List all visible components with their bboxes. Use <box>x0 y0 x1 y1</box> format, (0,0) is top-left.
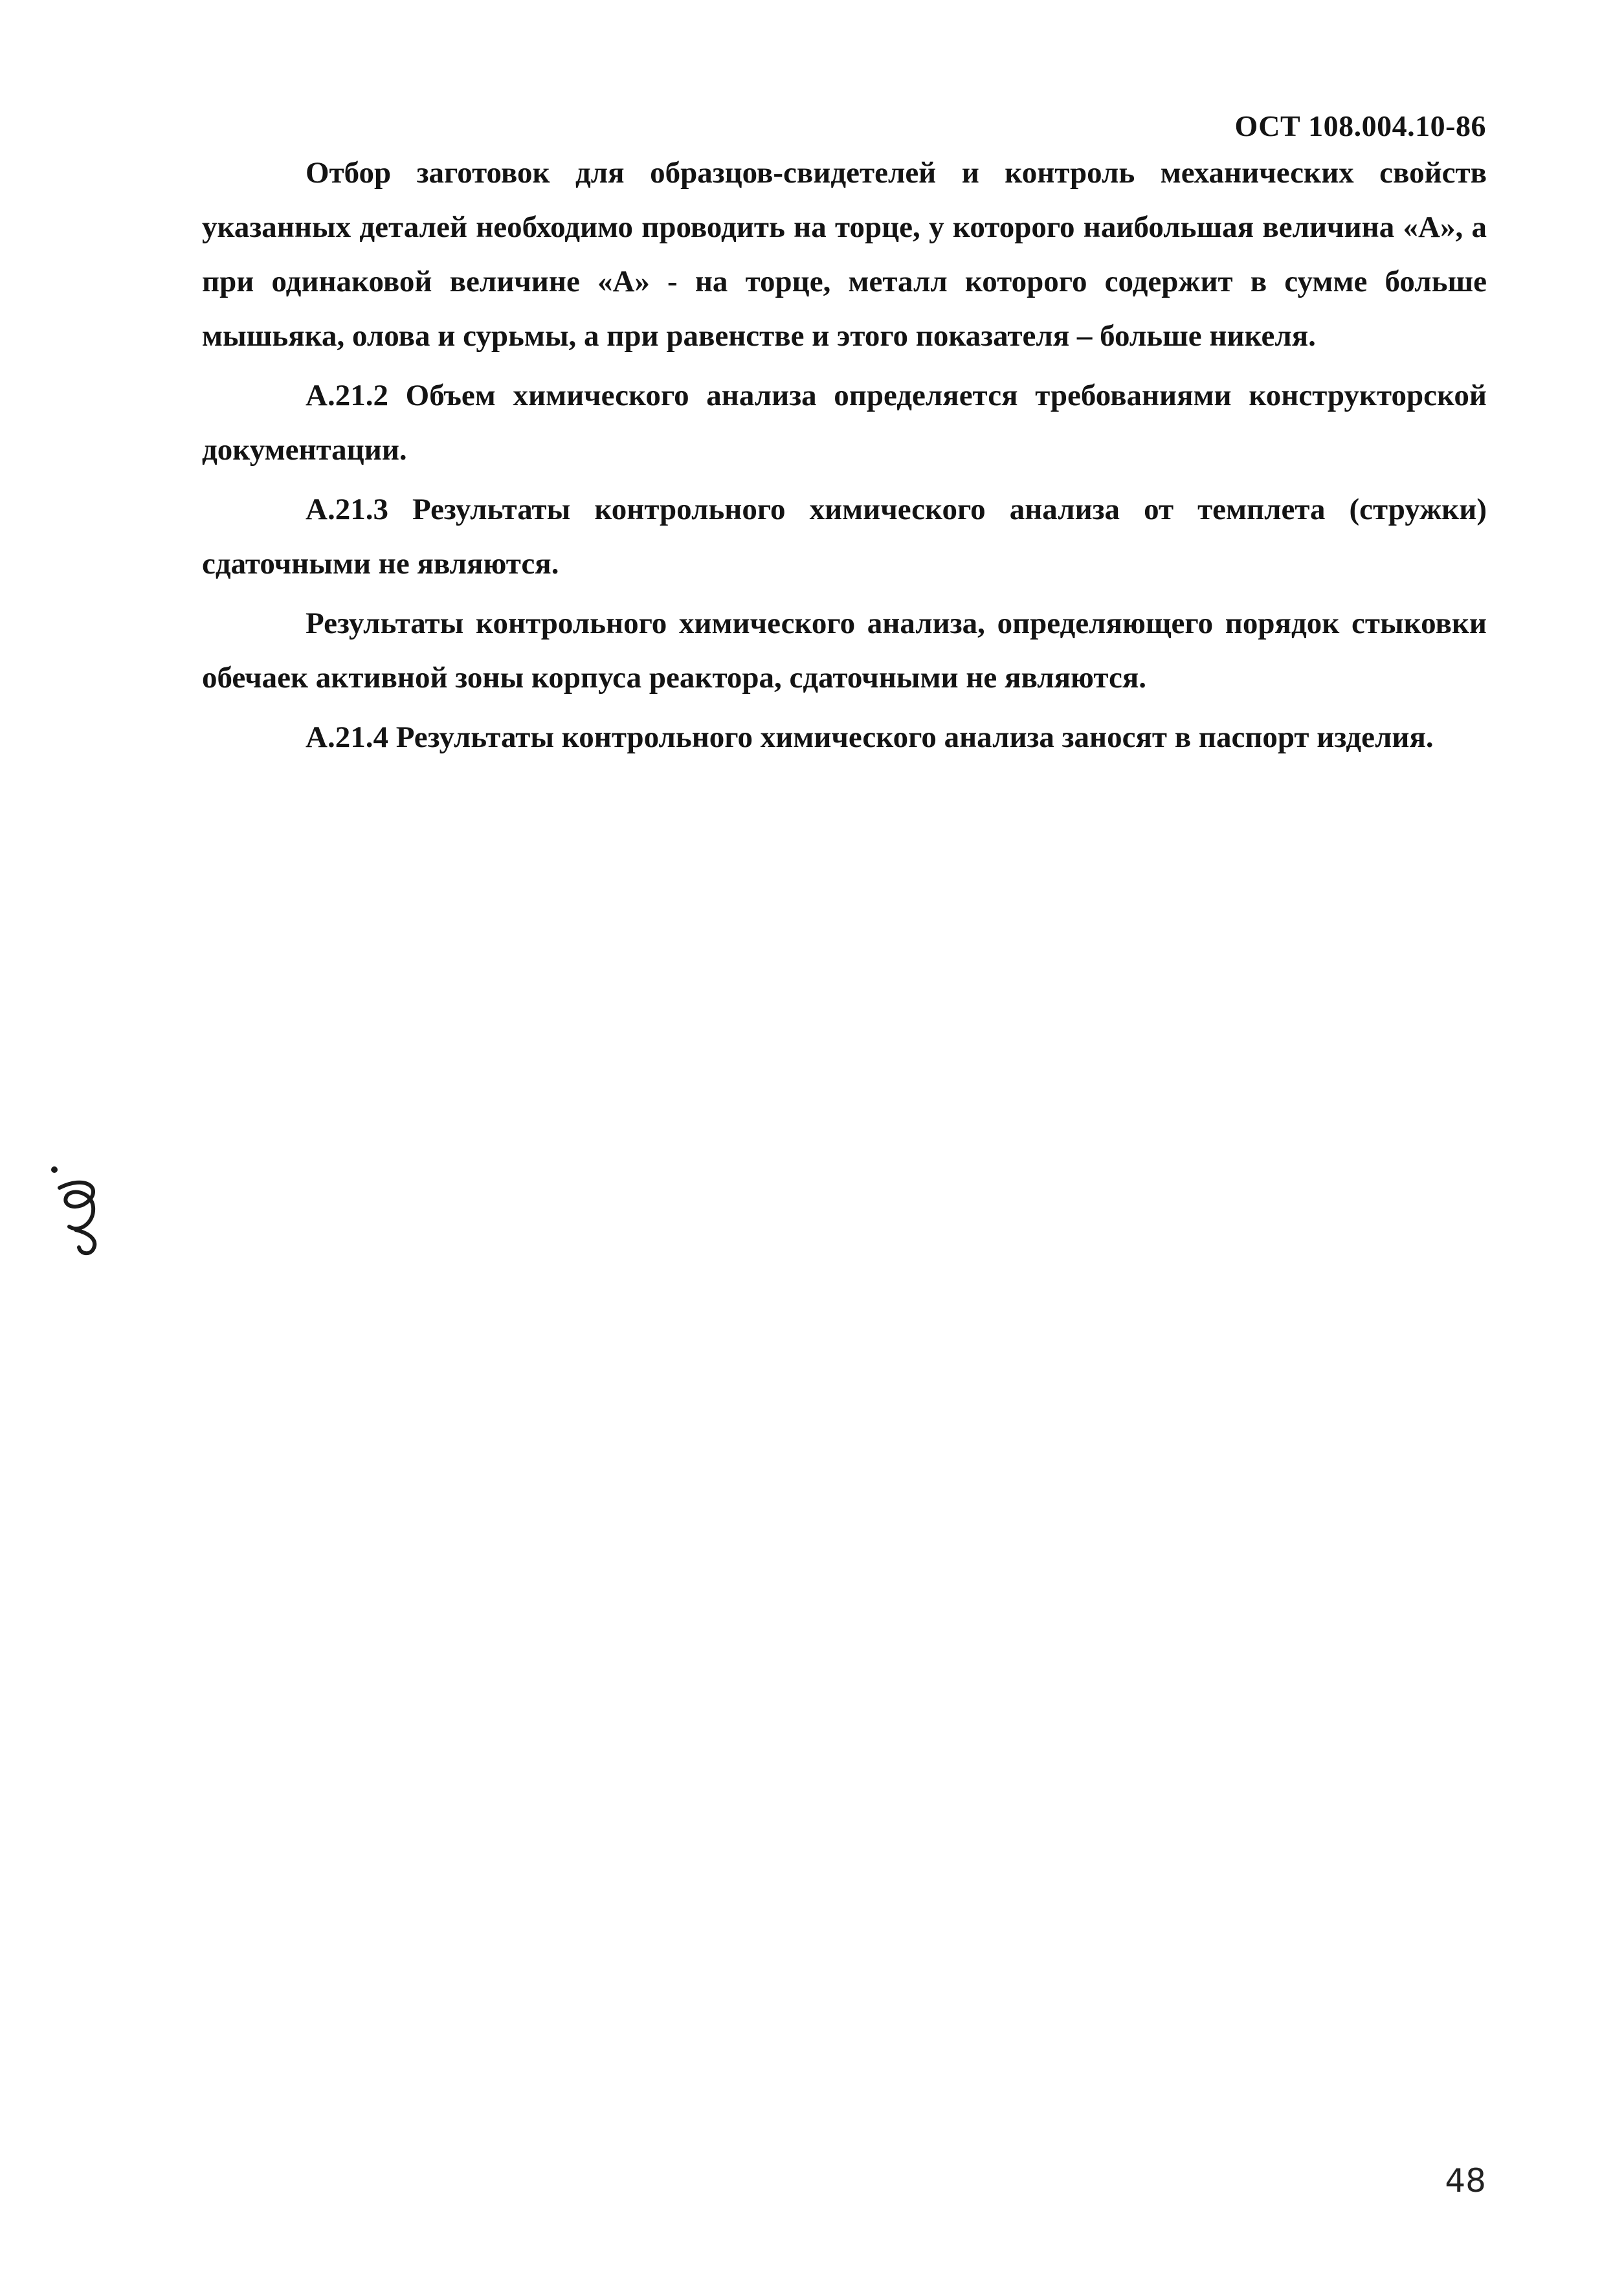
paragraph: Результаты контрольного химического анализа, определяющего порядок стыковки обечаек активной зоны корпуса реактора, сдаточными не являются. <box>202 607 1487 695</box>
handwritten-signature <box>40 1162 111 1259</box>
paragraph: А.21.2 Объем химического анализа определяется требованиями конструкторской документации. <box>202 379 1487 467</box>
paragraph: А.21.3 Результаты контрольного химического анализа от темплета (стружки) сдаточными не являются. <box>202 493 1487 581</box>
paragraph: Отбор заготовок для образцов-свидетелей и контроль механических свойств указанных деталей необходимо проводить на торце, у которого наибольшая величина «А», а при одинаковой величине «А» - на торце, металл которого содержит в сумме больше мышьяка, олова и сурьмы, а при равенстве и этого показателя – больше никеля. <box>202 156 1487 353</box>
document-body <box>202 146 1487 770</box>
paragraph: А.21.4 Результаты контрольного химического анализа заносят в паспорт изделия. <box>306 720 1434 754</box>
page-number: 48 <box>1445 2162 1486 2199</box>
document-code: ОСТ 108.004.10-86 <box>1234 109 1486 142</box>
